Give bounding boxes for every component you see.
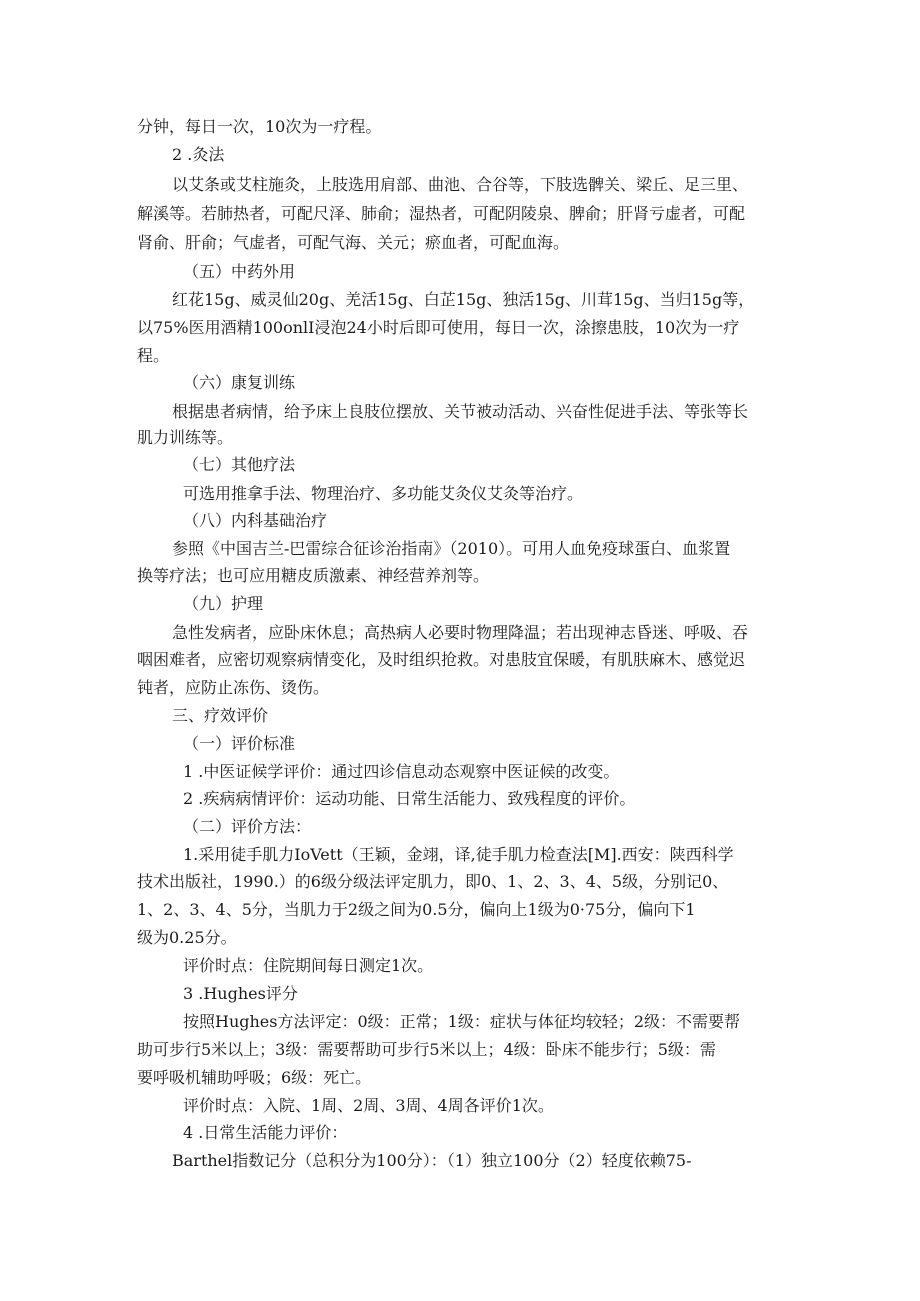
text-line: 肾俞、肝俞；气虚者，可配气海、关元；瘀血者，可配血海。 bbox=[137, 233, 570, 252]
text-line: 肌力训练等。 bbox=[137, 428, 234, 447]
text-line: 解溪等。若肺热者，可配尺泽、肺俞；湿热者，可配阴陵泉、脾俞；肝肾亏虚者，可配 bbox=[137, 204, 746, 223]
text-line: 1、2、3、4、5分，当肌力于2级之间为0.5分，偏向上1级为0·75分，偏向下1 bbox=[137, 900, 696, 919]
section-heading: 三、疗效评价 bbox=[172, 706, 269, 725]
section-heading: （八）内科基础治疗 bbox=[183, 511, 328, 530]
section-heading: （六）康复训练 bbox=[183, 373, 296, 392]
text-line: 助可步行5米以上；3级：需要帮助可步行5米以上；4级：卧床不能步行；5级：需 bbox=[137, 1040, 716, 1059]
section-heading: （一）评价标准 bbox=[183, 734, 296, 753]
text-line: 程。 bbox=[137, 346, 170, 365]
text-line: 根据患者病情，给予床上良肢位摆放、关节被动活动、兴奋性促进手法、等张等长 bbox=[172, 402, 749, 421]
text-line: 以艾条或艾柱施灸，上肢选用肩部、曲池、合谷等，下肢选髀关、梁丘、足三里、 bbox=[172, 175, 749, 194]
text-line: 级为0.25分。 bbox=[137, 928, 237, 947]
section-heading: （五）中药外用 bbox=[183, 262, 296, 281]
text-line: 红花15g、威灵仙20g、羌活15g、白芷15g、独活15g、川茸15g、当归15g等， bbox=[172, 290, 755, 309]
text-line: 按照Hughes方法评定：0级：正常；1级：症状与体征均较轻；2级：不需要帮 bbox=[183, 1012, 741, 1031]
text-line: 1 .中医证候学评价：通过四诊信息动态观察中医证候的改变。 bbox=[183, 762, 620, 781]
section-heading: 2 .灸法 bbox=[172, 145, 225, 164]
text-line: 以75%医用酒精100onlI浸泡24小时后即可使用，每日一次，涂擦患肢，10次为一疗 bbox=[137, 318, 740, 337]
text-line: 咽困难者，应密切观察病情变化，及时组织抢救。对患肢宜保暖，有肌肤麻木、感觉迟 bbox=[137, 650, 746, 669]
section-heading: 4 .日常生活能力评价： bbox=[183, 1123, 348, 1142]
text-line: 2 .疾病病情评价：运动功能、日常生活能力、致残程度的评价。 bbox=[183, 789, 636, 808]
text-line: 可选用推拿手法、物理治疗、多功能艾灸仪艾灸等治疗。 bbox=[183, 484, 584, 503]
text-line: 评价时点：住院期间每日测定1次。 bbox=[183, 956, 434, 975]
section-heading: （七）其他疗法 bbox=[183, 455, 296, 474]
text-line: 1.采用徒手肌力IoVett（王颖，金翊，译,徒手肌力检查法[M].西安：陕西科学 bbox=[183, 845, 734, 864]
section-heading: （九）护理 bbox=[183, 594, 264, 613]
section-heading: 3 .Hughes评分 bbox=[183, 984, 298, 1003]
text-line: 评价时点：入院、1周、2周、3周、4周各评价1次。 bbox=[183, 1096, 554, 1115]
text-line: 钝者，应防止冻伤、烫伤。 bbox=[137, 678, 330, 697]
text-line: 技术出版社，1990.）的6级分级法评定肌力，即0、1、2、3、4、5级，分别记0、 bbox=[137, 872, 729, 891]
text-line: 参照《中国吉兰-巴雷综合征诊治指南》（2010）。可用人血免疫球蛋白、血浆置 bbox=[172, 539, 731, 558]
section-heading: （二）评价方法： bbox=[183, 817, 312, 836]
text-line: Barthel指数记分（总积分为100分）：（1）独立100分（2）轻度依赖75- bbox=[172, 1151, 692, 1170]
text-line: 要呼吸机辅助呼吸；6级：死亡。 bbox=[137, 1068, 372, 1087]
text-line: 急性发病者，应卧床休息；高热病人必要时物理降温；若出现神志昏迷、呼吸、吞 bbox=[172, 623, 749, 642]
text-line: 换等疗法；也可应用糖皮质激素、神经营养剂等。 bbox=[137, 566, 490, 585]
text-line: 分钟，每日一次，10次为一疗程。 bbox=[137, 117, 382, 136]
